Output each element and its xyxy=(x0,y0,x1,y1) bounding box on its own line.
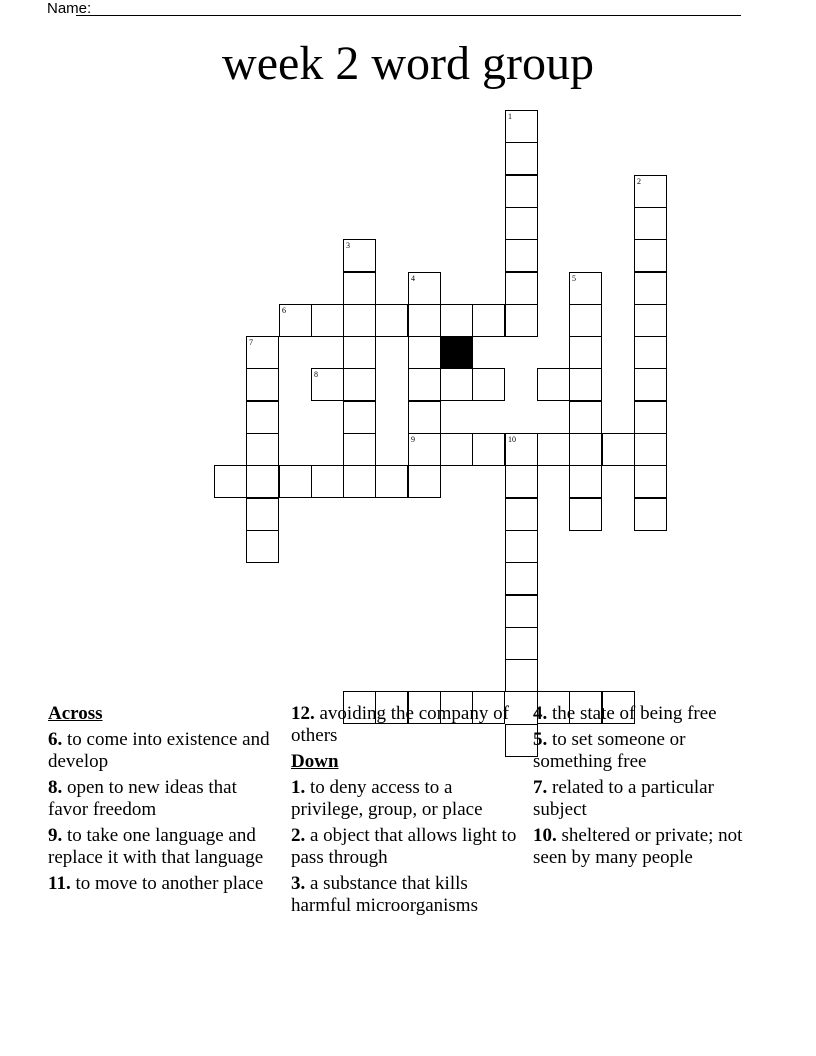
clue-across-12 xyxy=(291,703,526,747)
grid-cell[interactable] xyxy=(440,433,473,466)
grid-cell[interactable] xyxy=(246,336,279,369)
grid-cell[interactable] xyxy=(343,304,376,337)
grid-cell[interactable] xyxy=(246,433,279,466)
grid-cell[interactable] xyxy=(634,304,667,337)
clue-number-label: 1 xyxy=(508,112,512,121)
grid-cell[interactable] xyxy=(569,433,602,466)
grid-cell[interactable] xyxy=(634,239,667,272)
grid-cell[interactable] xyxy=(246,401,279,434)
clue-text: avoiding the company of others xyxy=(291,703,509,746)
clue-down-4 xyxy=(533,703,753,725)
clue-number: 7. xyxy=(533,777,548,798)
clue-down-3 xyxy=(291,873,526,917)
clue-number: 1. xyxy=(291,777,306,798)
grid-cell[interactable] xyxy=(343,465,376,498)
grid-cell[interactable] xyxy=(569,304,602,337)
clue-across-11 xyxy=(48,873,273,895)
down-heading: Down xyxy=(291,751,339,772)
grid-cell[interactable] xyxy=(343,368,376,401)
grid-cell[interactable] xyxy=(505,239,538,272)
grid-cell[interactable] xyxy=(634,207,667,240)
page-title: week 2 word group xyxy=(222,37,594,90)
across-heading: Across xyxy=(48,703,103,724)
clue-number: 2. xyxy=(291,825,306,846)
grid-cell[interactable] xyxy=(505,207,538,240)
clue-number: 4. xyxy=(533,703,548,724)
clue-text: the state of being free xyxy=(547,703,717,724)
grid-cell[interactable] xyxy=(472,304,505,337)
grid-cell[interactable] xyxy=(634,433,667,466)
grid-cell[interactable] xyxy=(440,304,473,337)
clue-text: a object that allows light to pass through xyxy=(291,825,517,868)
grid-cell[interactable] xyxy=(214,465,247,498)
clue-number-label: 5 xyxy=(572,274,576,283)
clue-number: 9. xyxy=(48,825,63,846)
clue-number: 8. xyxy=(48,777,63,798)
grid-cell[interactable] xyxy=(634,272,667,305)
grid-cell[interactable] xyxy=(343,239,376,272)
grid-cell[interactable] xyxy=(505,498,538,531)
grid-cell[interactable] xyxy=(408,336,441,369)
clue-down-7 xyxy=(533,777,753,821)
grid-cell[interactable] xyxy=(505,659,538,692)
grid-cell[interactable] xyxy=(505,304,538,337)
grid-cell[interactable] xyxy=(343,272,376,305)
clue-text: to come into existence and develop xyxy=(48,729,270,772)
clue-number: 11. xyxy=(48,873,71,894)
grid-cell[interactable] xyxy=(634,368,667,401)
clue-text: related to a particular subject xyxy=(533,777,714,820)
clue-number-label: 2 xyxy=(637,177,641,186)
clue-number-label: 6 xyxy=(282,306,286,315)
grid-cell[interactable] xyxy=(569,336,602,369)
clue-number-label: 9 xyxy=(411,435,415,444)
clue-across-9 xyxy=(48,825,273,869)
grid-cell[interactable] xyxy=(505,627,538,660)
clue-down-1 xyxy=(291,777,526,821)
grid-cell[interactable] xyxy=(537,433,570,466)
grid-cell[interactable] xyxy=(505,433,538,466)
clue-text: open to new ideas that favor freedom xyxy=(48,777,237,820)
grid-cell[interactable] xyxy=(569,272,602,305)
clue-down-10 xyxy=(533,825,753,869)
grid-cell[interactable] xyxy=(634,401,667,434)
clue-text: to move to another place xyxy=(70,873,264,894)
grid-cell[interactable] xyxy=(408,304,441,337)
clue-text: to deny access to a privilege, group, or place xyxy=(291,777,483,820)
grid-cell[interactable] xyxy=(634,336,667,369)
grid-cell[interactable] xyxy=(569,368,602,401)
clue-down-2 xyxy=(291,825,526,869)
grid-cell[interactable] xyxy=(505,142,538,175)
grid-cell[interactable] xyxy=(505,595,538,628)
grid-cell[interactable] xyxy=(634,465,667,498)
name-label: Name: xyxy=(47,0,92,17)
grid-cell[interactable] xyxy=(375,465,408,498)
grid-cell[interactable] xyxy=(505,530,538,563)
clue-number: 5. xyxy=(533,729,548,750)
grid-block xyxy=(440,336,473,369)
clue-number: 3. xyxy=(291,873,306,894)
grid-cell[interactable] xyxy=(343,336,376,369)
grid-cell[interactable] xyxy=(505,562,538,595)
clue-number-label: 3 xyxy=(346,241,350,250)
clue-column-3 xyxy=(533,703,753,873)
grid-cell[interactable] xyxy=(440,368,473,401)
grid-cell[interactable] xyxy=(246,530,279,563)
grid-cell[interactable] xyxy=(472,368,505,401)
grid-cell[interactable] xyxy=(311,304,344,337)
grid-cell[interactable] xyxy=(569,498,602,531)
clue-number-label: 10 xyxy=(508,435,516,444)
grid-cell[interactable] xyxy=(537,368,570,401)
clue-across-6 xyxy=(48,729,273,773)
grid-cell[interactable] xyxy=(375,304,408,337)
grid-cell[interactable] xyxy=(505,465,538,498)
grid-cell[interactable] xyxy=(505,272,538,305)
clue-column-1 xyxy=(48,703,273,899)
clue-number: 10. xyxy=(533,825,557,846)
grid-cell[interactable] xyxy=(408,433,441,466)
grid-cell[interactable] xyxy=(569,401,602,434)
grid-cell[interactable] xyxy=(505,175,538,208)
clue-number: 6. xyxy=(48,729,63,750)
clue-text: to set someone or something free xyxy=(533,729,686,772)
grid-cell[interactable] xyxy=(634,175,667,208)
grid-cell[interactable] xyxy=(246,368,279,401)
grid-cell[interactable] xyxy=(279,465,312,498)
grid-cell[interactable] xyxy=(246,465,279,498)
clue-text: a substance that kills harmful microorganisms xyxy=(291,873,478,916)
grid-cell[interactable] xyxy=(569,465,602,498)
clue-text: sheltered or private; not seen by many people xyxy=(533,825,743,868)
grid-cell[interactable] xyxy=(246,498,279,531)
clue-column-2 xyxy=(291,703,526,921)
clue-text: to take one language and replace it with that language xyxy=(48,825,264,868)
grid-cell[interactable] xyxy=(408,401,441,434)
grid-cell[interactable] xyxy=(311,368,344,401)
clue-down-5 xyxy=(533,729,753,773)
clue-number-label: 8 xyxy=(314,370,318,379)
grid-cell[interactable] xyxy=(343,433,376,466)
grid-cell[interactable] xyxy=(408,272,441,305)
grid-cell[interactable] xyxy=(408,465,441,498)
grid-cell[interactable] xyxy=(311,465,344,498)
clue-number-label: 4 xyxy=(411,274,415,283)
clue-number: 12. xyxy=(291,703,315,724)
clue-number-label: 7 xyxy=(249,338,253,347)
grid-cell[interactable] xyxy=(472,433,505,466)
grid-cell[interactable] xyxy=(505,110,538,143)
clue-across-8 xyxy=(48,777,273,821)
grid-cell[interactable] xyxy=(408,368,441,401)
grid-cell[interactable] xyxy=(279,304,312,337)
grid-cell[interactable] xyxy=(602,433,635,466)
grid-cell[interactable] xyxy=(634,498,667,531)
grid-cell[interactable] xyxy=(343,401,376,434)
